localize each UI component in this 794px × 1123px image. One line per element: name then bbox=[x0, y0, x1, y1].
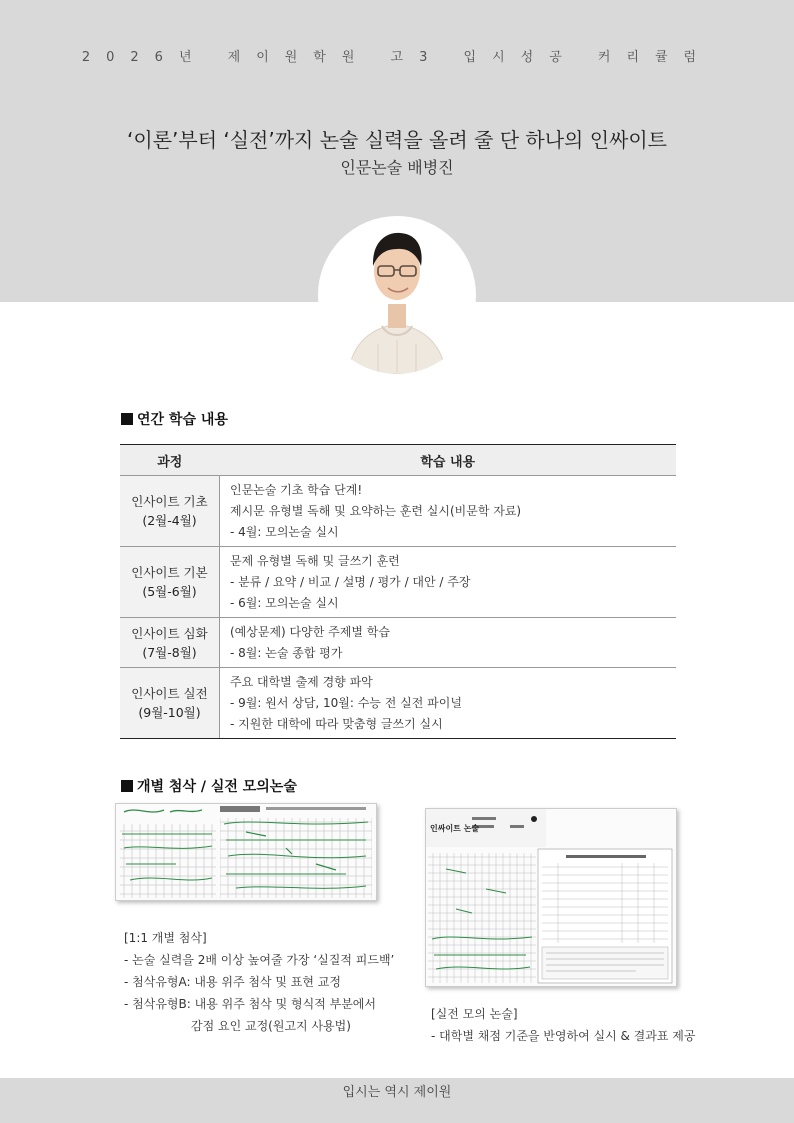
caption-heading: [1:1 개별 첨삭] bbox=[124, 931, 207, 945]
square-bullet-icon bbox=[121, 413, 133, 425]
curriculum-table bbox=[120, 444, 676, 739]
caption-line: 감점 요인 교정(원고지 사용법) bbox=[191, 1019, 351, 1033]
footer-slogan: 입시는 역시 제이원 bbox=[0, 1078, 794, 1123]
content-line: 주요 대학별 출제 경향 파악 bbox=[230, 674, 373, 689]
course-name: 인사이트 기본 bbox=[131, 565, 208, 580]
mock-exam-caption bbox=[431, 1003, 731, 1047]
page-title: ‘이론’부터 ‘실전’까지 논술 실력을 올려 줄 단 하나의 인싸이트 bbox=[127, 128, 667, 152]
section-title-yearly: 연간 학습 내용 bbox=[121, 409, 228, 429]
caption-line: - 논술 실력을 2배 이상 높여줄 가장 ‘실질적 피드백’ bbox=[124, 953, 395, 967]
caption-heading: [실전 모의 논술] bbox=[431, 1007, 518, 1021]
square-bullet-icon bbox=[121, 780, 133, 792]
mock-exam-sample-image bbox=[425, 808, 677, 987]
correction-sample-image bbox=[115, 803, 377, 901]
caption-line: - 첨삭유형A: 내용 위주 첨삭 및 표현 교정 bbox=[124, 975, 341, 989]
table-row bbox=[120, 547, 676, 618]
content-line: - 9월: 원서 상담, 10월: 수능 전 실전 파이널 bbox=[230, 695, 462, 710]
table-row bbox=[120, 618, 676, 668]
column-header-content: 학습 내용 bbox=[220, 445, 677, 476]
caption-line: - 첨삭유형B: 내용 위주 첨삭 및 형식적 부분에서 bbox=[124, 997, 376, 1011]
course-period: (9월-10월) bbox=[138, 705, 201, 720]
table-row bbox=[120, 668, 676, 739]
series-line: 2026년 제이원학원 고3 입시성공 커리큘럼 bbox=[81, 50, 713, 65]
content-line: (예상문제) 다양한 주제별 학습 bbox=[230, 624, 390, 639]
section-title-mock: 개별 첨삭 / 실전 모의논술 bbox=[121, 776, 297, 796]
answer-sheet-label: 인싸이트 논술 bbox=[430, 824, 480, 833]
content-line: - 분류 / 요약 / 비교 / 설명 / 평가 / 대안 / 주장 bbox=[230, 574, 471, 589]
content-line: 제시문 유형별 독해 및 요약하는 훈련 실시(비문학 자료) bbox=[230, 503, 522, 518]
content-line: - 8월: 논술 종합 평가 bbox=[230, 645, 343, 660]
course-name: 인사이트 기초 bbox=[131, 494, 208, 509]
correction-caption bbox=[124, 927, 424, 1037]
course-name: 인사이트 실전 bbox=[131, 686, 208, 701]
course-period: (5월-6월) bbox=[142, 584, 197, 599]
column-header-course: 과정 bbox=[120, 445, 220, 476]
caption-line: - 대학별 채점 기준을 반영하여 실시 & 결과표 제공 bbox=[431, 1029, 696, 1043]
content-line: 인문논술 기초 학습 단계! bbox=[230, 482, 363, 497]
content-line: - 지원한 대학에 따라 맞춤형 글쓰기 실시 bbox=[230, 716, 443, 731]
course-period: (2월-4월) bbox=[142, 513, 197, 528]
content-line: - 4월: 모의논술 실시 bbox=[230, 524, 339, 539]
content-line: - 6월: 모의논술 실시 bbox=[230, 595, 339, 610]
table-row bbox=[120, 476, 676, 547]
instructor-photo bbox=[318, 216, 476, 374]
content-line: 문제 유형별 독해 및 글쓰기 훈련 bbox=[230, 553, 400, 568]
course-name: 인사이트 심화 bbox=[131, 625, 208, 641]
instructor-subtitle: 인문논술 배병진 bbox=[340, 158, 454, 177]
course-period: (7월-8월) bbox=[142, 644, 197, 660]
